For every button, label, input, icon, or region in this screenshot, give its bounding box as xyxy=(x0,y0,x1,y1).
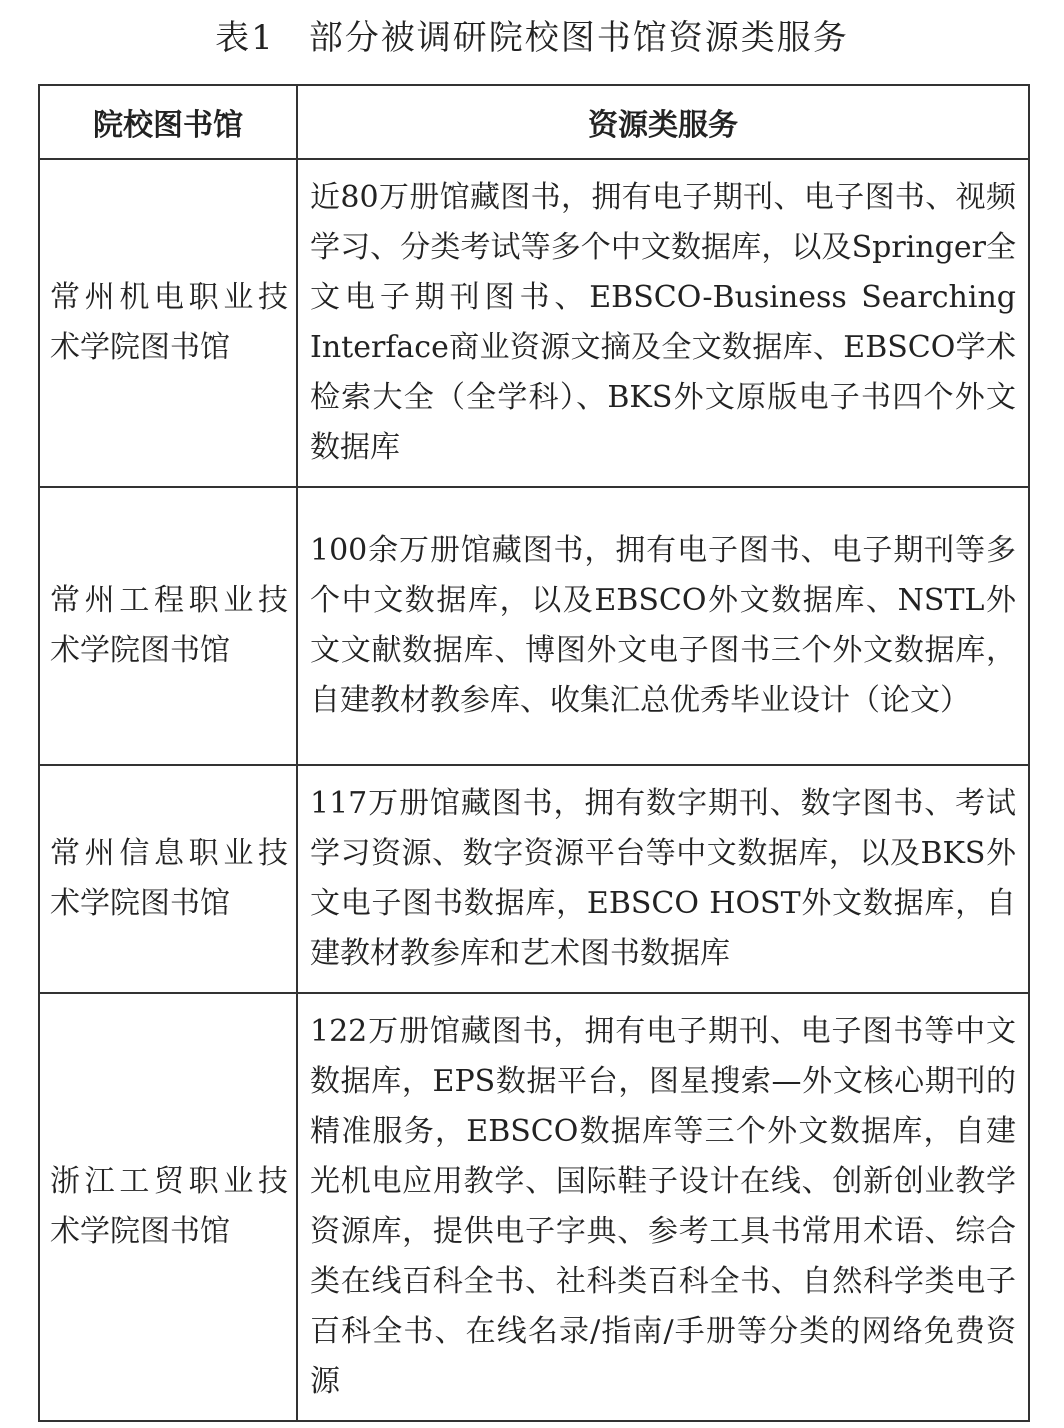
resource-services-table xyxy=(38,84,1030,1422)
header-services: 资源类服务 xyxy=(297,85,1029,159)
table-caption xyxy=(0,14,1064,62)
services-cell: 117万册馆藏图书，拥有数字期刊、数字图书、考试学习资源、数字资源平台等中文数据库，以及BKS外文电子图书数据库，EBSCO HOST外文数据库，自建教材教参库和艺术图书数据库 xyxy=(297,765,1029,993)
library-cell: 浙江工贸职业技术学院图书馆 xyxy=(39,993,297,1421)
table-row xyxy=(39,993,1029,1421)
library-cell: 常州信息职业技术学院图书馆 xyxy=(39,765,297,993)
library-cell: 常州工程职业技术学院图书馆 xyxy=(39,487,297,765)
services-cell: 122万册馆藏图书，拥有电子期刊、电子图书等中文数据库，EPS数据平台，图星搜索—外文核心期刊的精准服务，EBSCO数据库等三个外文数据库，自建光机电应用教学、国际鞋子设计在线、创新创业教学资源库，提供电子字典、参考工具书常用术语、综合类在线百科全书、社科类百科全书、自然科学类电子百科全书、在线名录/指南/手册等分类的网络免费资源 xyxy=(297,993,1029,1421)
services-cell: 近80万册馆藏图书，拥有电子期刊、电子图书、视频学习、分类考试等多个中文数据库，以及Springer全文电子期刊图书、EBSCO-Business Searching Interface商业资源文摘及全文数据库、EBSCO学术检索大全（全学科）、BKS外文原版电子书四个外文数据库 xyxy=(297,159,1029,487)
header-library: 院校图书馆 xyxy=(39,85,297,159)
table-number: 表1 xyxy=(215,18,275,58)
table-header-row xyxy=(39,85,1029,159)
table-row xyxy=(39,159,1029,487)
table-row xyxy=(39,487,1029,765)
table-title: 部分被调研院校图书馆资源类服务 xyxy=(308,18,849,58)
library-cell: 常州机电职业技术学院图书馆 xyxy=(39,159,297,487)
services-cell: 100余万册馆藏图书，拥有电子图书、电子期刊等多个中文数据库，以及EBSCO外文数据库、NSTL外文文献数据库、博图外文电子图书三个外文数据库，自建教材教参库、收集汇总优秀毕业设计（论文） xyxy=(297,487,1029,765)
table-row xyxy=(39,765,1029,993)
